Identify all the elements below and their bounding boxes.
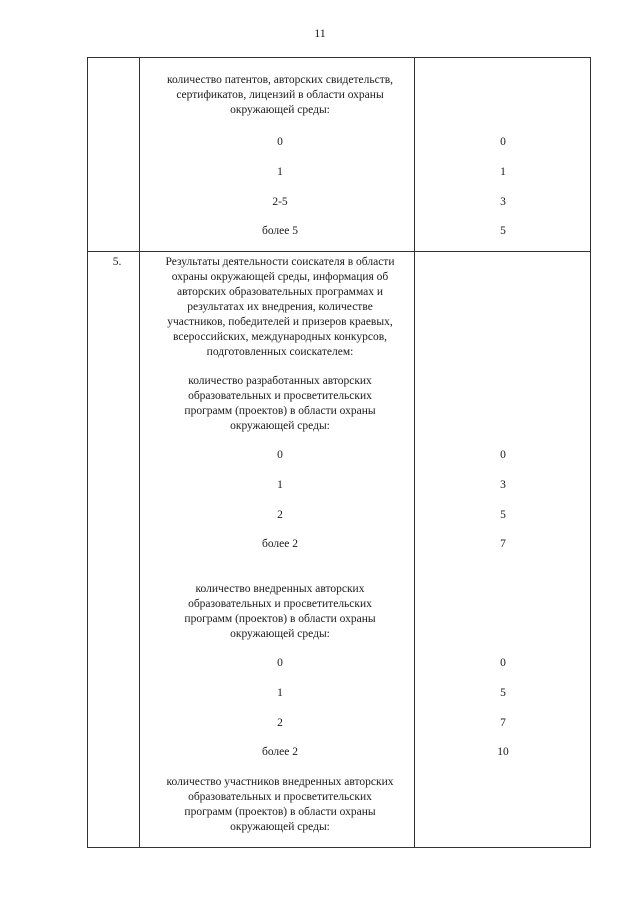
option-points: 3 [500,479,506,491]
option-label: 2 [277,717,283,729]
heading-line: окружающей среды: [230,821,330,833]
option-points: 5 [500,225,506,237]
heading-line: количество внедренных авторских [195,583,365,595]
option-label: 1 [277,479,283,491]
row-number: 5. [112,256,122,268]
option-points: 7 [500,717,506,729]
option-points: 3 [500,196,506,208]
heading-line: сертификатов, лицензий в области охраны [176,89,384,101]
heading-line: программ (проектов) в области охраны [184,405,376,417]
heading-line: образовательных и просветительских [188,791,372,803]
option-label: 0 [277,449,283,461]
heading-line: программ (проектов) в области охраны [184,613,376,625]
heading-line: окружающей среды: [230,420,330,432]
option-label: 2-5 [272,196,288,208]
option-points: 1 [500,166,506,178]
heading-line: программ (проектов) в области охраны [184,806,376,818]
heading-line: результатах их внедрения, количестве [187,301,373,313]
option-label: более 5 [261,225,299,237]
heading-line: количество участников внедренных авторских [166,776,394,788]
heading-line: образовательных и просветительских [188,598,372,610]
option-label: 1 [277,166,283,178]
criteria-table [87,57,591,848]
option-label: более 2 [261,746,299,758]
row-divider [88,251,590,252]
option-label: 1 [277,687,283,699]
page-number: 11 [314,26,326,40]
option-points: 0 [500,657,506,669]
option-points: 5 [500,687,506,699]
option-label: 0 [277,657,283,669]
heading-line: образовательных и просветительских [188,390,372,402]
heading-line: количество разработанных авторских [188,375,372,387]
heading-line: окружающей среды: [230,104,330,116]
heading-line: подготовленных соискателем: [206,346,354,358]
column-divider-points [414,58,415,847]
heading-line: участников, победителей и призеров краевых, [167,316,393,328]
developed-heading [146,374,414,434]
option-points: 10 [497,746,509,758]
heading-line: всероссийских, международных конкурсов, [172,331,388,343]
heading-line: Результаты деятельности соискателя в области [165,256,395,268]
heading-line: авторских образовательных программах и [176,286,384,298]
option-points: 5 [500,509,506,521]
option-label: 0 [277,136,283,148]
heading-line: охраны окружающей среды, информация об [171,271,389,283]
option-points: 7 [500,538,506,550]
option-points: 0 [500,449,506,461]
heading-line: окружающей среды: [230,628,330,640]
results-heading [146,255,414,360]
patents-heading [146,73,414,118]
option-label: более 2 [261,538,299,550]
implemented-heading [146,582,414,642]
option-label: 2 [277,509,283,521]
column-divider-number [139,58,140,847]
option-points: 0 [500,136,506,148]
heading-line: количество патентов, авторских свидетельств, [166,74,394,86]
participants-heading [146,775,414,835]
